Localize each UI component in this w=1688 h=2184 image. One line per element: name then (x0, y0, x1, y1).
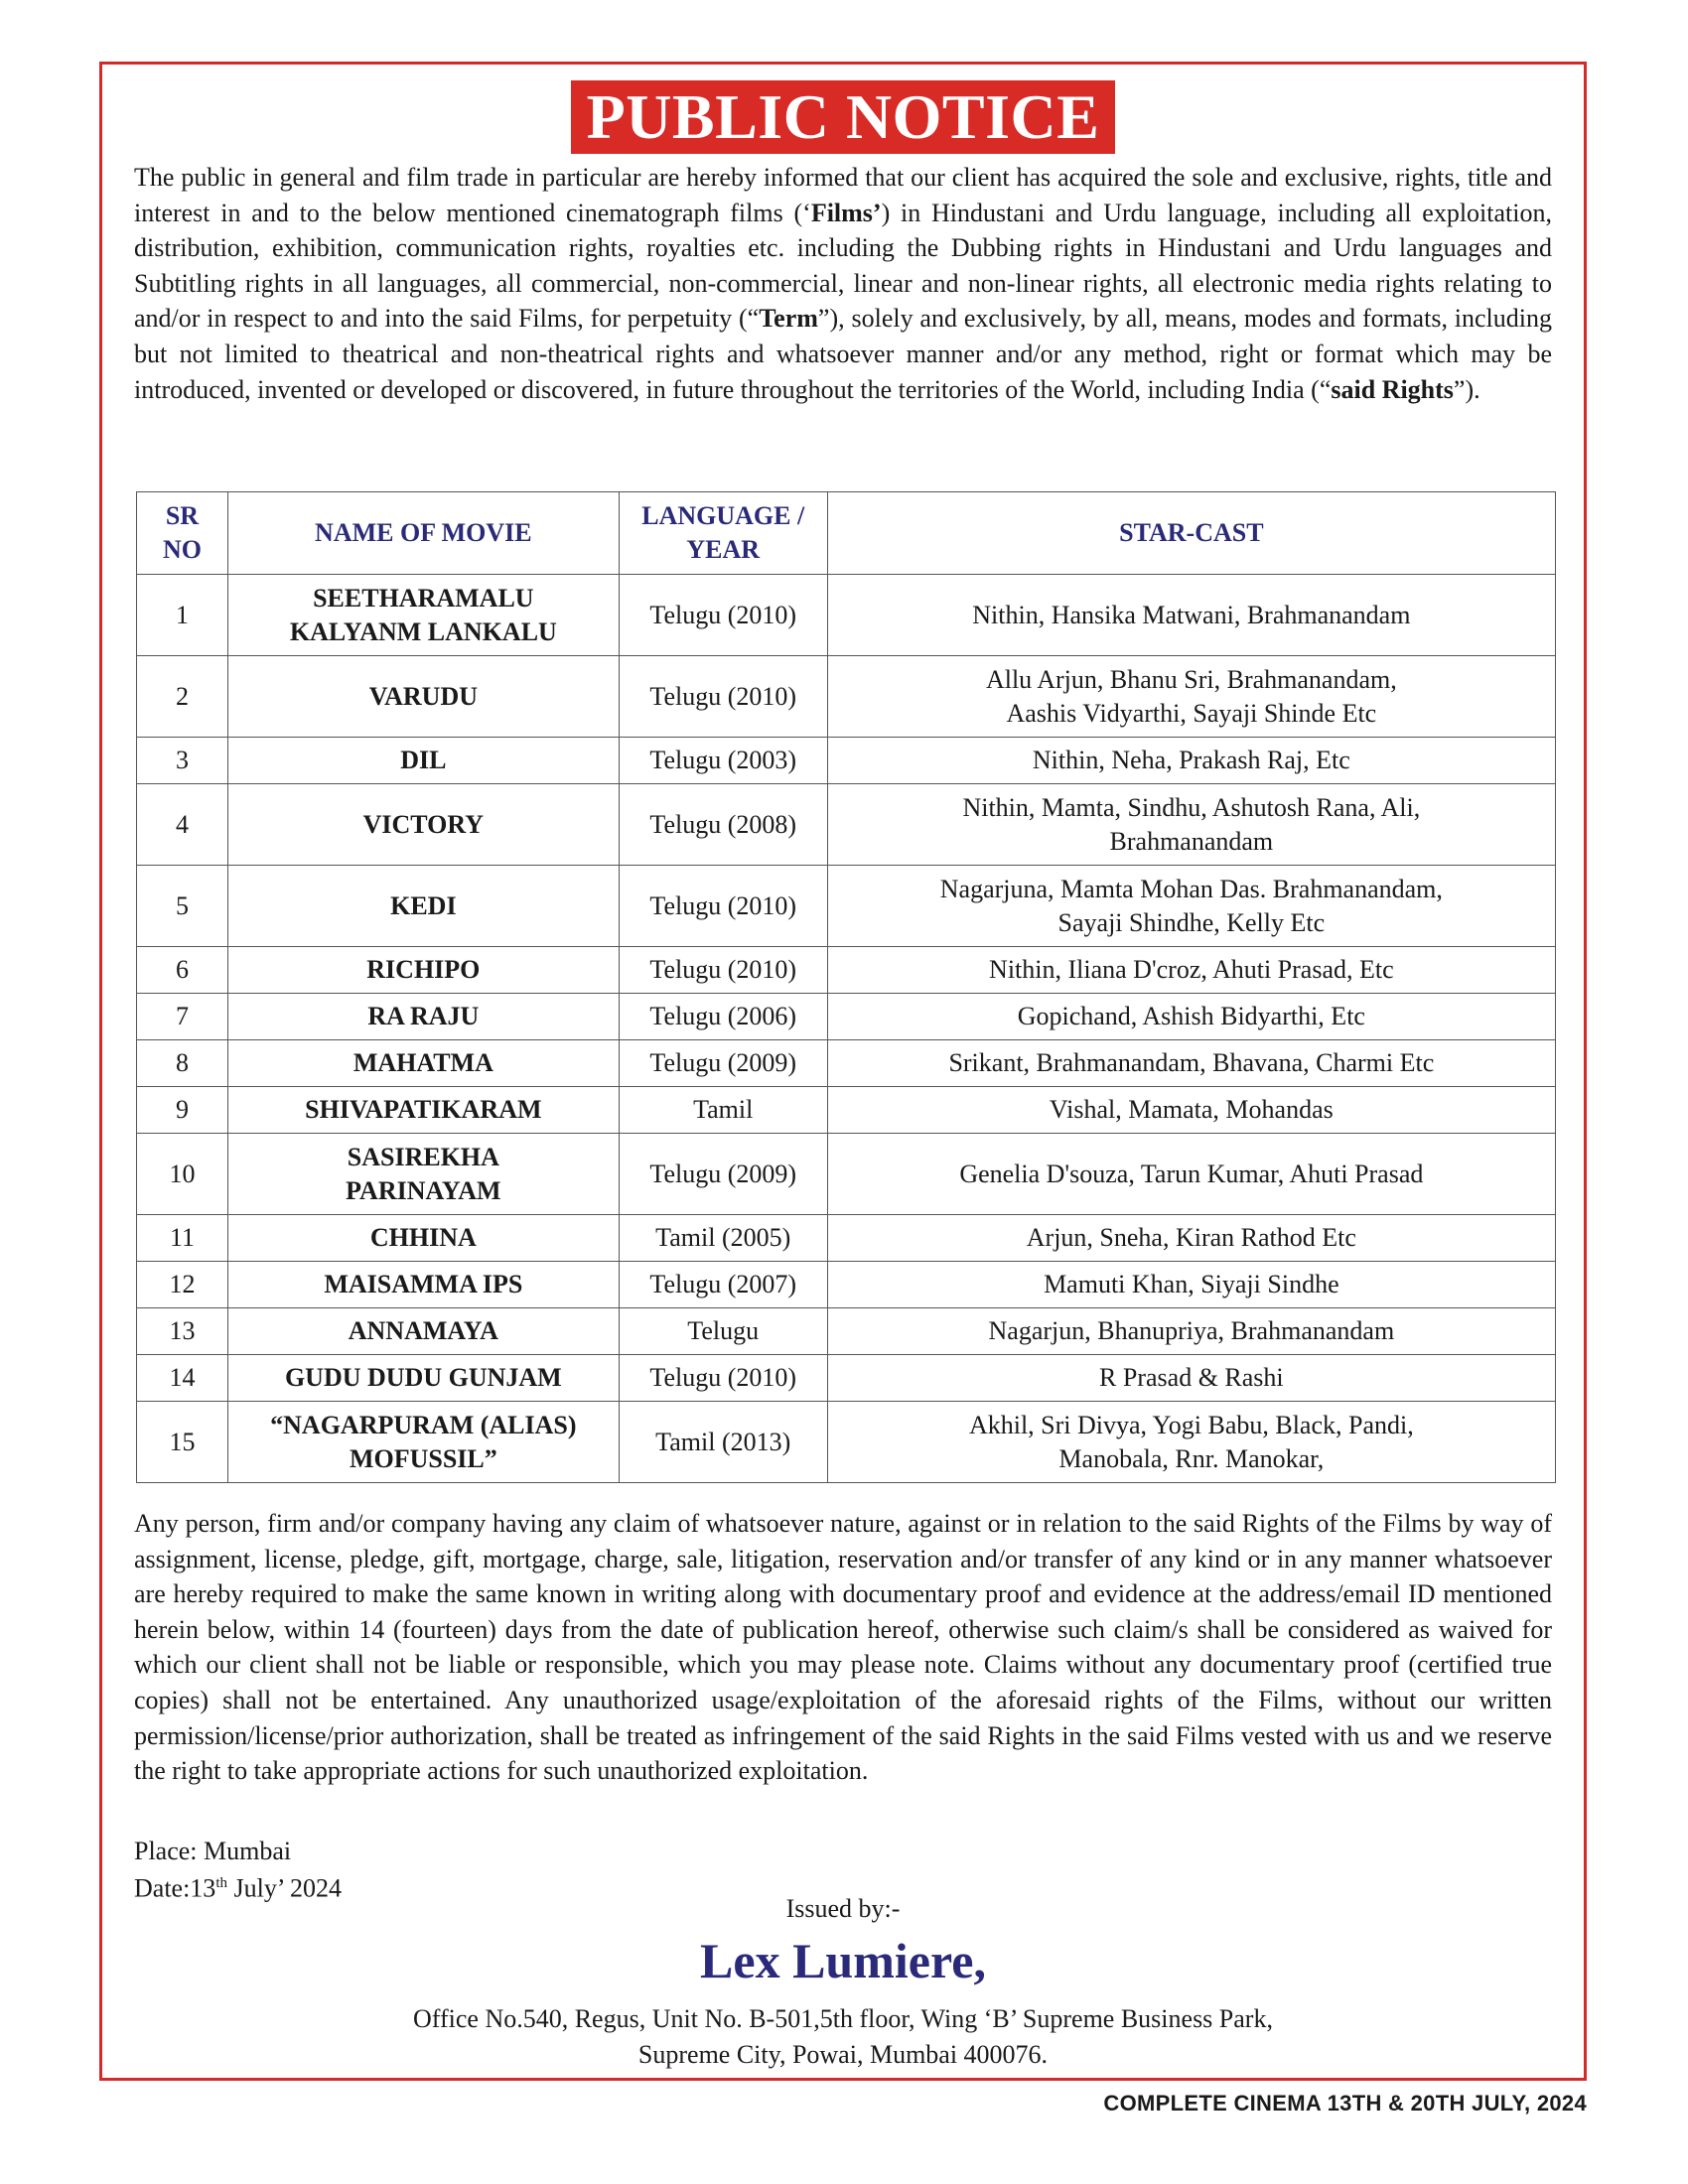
star-cast-line: Brahmanandam (1109, 826, 1274, 856)
movie-name-line: “NAGARPURAM (ALIAS) (270, 1410, 577, 1439)
star-cast-line: Genelia D'souza, Tarun Kumar, Ahuti Prasad (959, 1159, 1424, 1188)
notice-frame (99, 62, 1587, 2081)
cell-movie-name (227, 656, 619, 738)
star-cast-line: Sayaji Shindhe, Kelly Etc (1057, 907, 1326, 937)
movie-name-line: SHIVAPATIKARAM (305, 1095, 542, 1124)
intro-text: ”), solely and exclusively, by all, means, modes and formats, including but not limited to theatrical and non-theatrical rights and whatsoever manner and/or any method, right or format which may be introduced, invented or developed or discovered, in future throughout the territories of the World, including India (“ (134, 304, 1553, 404)
cell-star-cast (827, 784, 1555, 866)
cell-star-cast (827, 656, 1555, 738)
movie-name-line: KALYANM LANKALU (289, 616, 557, 646)
header-movie-name (227, 492, 619, 575)
table-row (137, 1355, 1556, 1402)
cell-language-year: Telugu (2010) (619, 575, 827, 656)
intro-text: ) in Hindustani and Urdu language, including all exploitation, distribution, exhibition, communication rights, royalties etc. including the Dubbing rights in Hindustani and Urdu languages and Subtitling rights in all languages, all commercial, non-commercial, linear and non-linear rights, all electronic media rights relating to and/or in respect to and into the said Films, for perpetuity (“ (134, 198, 1552, 334)
cell-movie-name (227, 1262, 619, 1308)
cell-sr-no: 7 (137, 994, 228, 1040)
movie-name-line: CHHINA (369, 1223, 477, 1252)
star-cast-line: Nagarjun, Bhanupriya, Brahmanandam (988, 1316, 1395, 1345)
movie-name-line: PARINAYAM (346, 1175, 501, 1205)
cell-star-cast (827, 1215, 1555, 1262)
issued-by-label: Issued by:- (785, 1894, 901, 1923)
star-cast-line: Nithin, Mamta, Sindhu, Ashutosh Rana, Ali, (962, 792, 1421, 822)
cell-star-cast (827, 1134, 1555, 1215)
cell-movie-name (227, 1040, 619, 1087)
star-cast-line: Allu Arjun, Bhanu Sri, Brahmanandam, (985, 664, 1397, 694)
cell-language-year: Telugu (2009) (619, 1040, 827, 1087)
star-cast-line: R Prasad & Rashi (1099, 1363, 1284, 1392)
star-cast-line: Nithin, Iliana D'croz, Ahuti Prasad, Etc (989, 955, 1394, 984)
movie-name-line: GUDU DUDU GUNJAM (284, 1363, 562, 1392)
table-row (137, 656, 1556, 738)
cell-language-year: Tamil (619, 1087, 827, 1134)
movie-name-line: VARUDU (368, 681, 478, 711)
movie-name-line: MAHATMA (352, 1048, 493, 1077)
star-cast-line: Nithin, Neha, Prakash Raj, Etc (1032, 746, 1350, 774)
cell-movie-name (227, 1215, 619, 1262)
issuer-address-line-1: Office No.540, Regus, Unit No. B-501,5th floor, Wing ‘B’ Supreme Business Park, (413, 2004, 1273, 2033)
star-cast-line: Arjun, Sneha, Kiran Rathod Etc (1026, 1223, 1356, 1252)
cell-movie-name (227, 1087, 619, 1134)
movie-name-line: RA RAJU (367, 1002, 480, 1030)
intro-text: ”). (1453, 374, 1480, 404)
cell-star-cast (827, 738, 1555, 784)
table-row (137, 1308, 1556, 1355)
place-line: Place: Mumbai (134, 1837, 292, 1865)
intro-defined-term: Films’ (810, 198, 882, 227)
header-star-cast (827, 492, 1555, 575)
cell-language-year: Telugu (2007) (619, 1262, 827, 1308)
header-language-year (619, 492, 827, 575)
cell-movie-name (227, 1308, 619, 1355)
cell-movie-name (227, 866, 619, 947)
movie-name-line: KEDI (390, 890, 457, 920)
table-row (137, 1087, 1556, 1134)
cell-star-cast (827, 1087, 1555, 1134)
table-row (137, 1402, 1556, 1483)
star-cast-line: Aashis Vidyarthi, Sayaji Shinde Etc (1006, 698, 1377, 728)
cell-language-year: Telugu (2010) (619, 866, 827, 947)
cell-language-year: Telugu (2006) (619, 994, 827, 1040)
star-cast-line: Manobala, Rnr. Manokar, (1058, 1443, 1325, 1473)
movie-name-line: SEETHARAMALU (313, 583, 534, 613)
cell-language-year: Telugu (2009) (619, 1134, 827, 1215)
movie-name-line: MOFUSSIL” (349, 1443, 497, 1473)
cell-sr-no: 2 (137, 656, 228, 738)
cell-sr-no: 1 (137, 575, 228, 656)
cell-language-year: Telugu (2010) (619, 656, 827, 738)
movie-name-line: ANNAMAYA (348, 1316, 498, 1345)
movie-name-line: MAISAMMA IPS (324, 1270, 523, 1298)
cell-star-cast (827, 1355, 1555, 1402)
star-cast-line: Mamuti Khan, Siyaji Sindhe (1044, 1270, 1339, 1298)
cell-sr-no: 14 (137, 1355, 228, 1402)
films-table (136, 491, 1556, 1483)
cell-movie-name (227, 575, 619, 656)
cell-sr-no: 5 (137, 866, 228, 947)
cell-movie-name (227, 1355, 619, 1402)
cell-movie-name (227, 1134, 619, 1215)
intro-defined-term: said Rights (1331, 374, 1454, 404)
star-cast-line: Nagarjuna, Mamta Mohan Das. Brahmanandam, (939, 874, 1443, 903)
cell-sr-no: 9 (137, 1087, 228, 1134)
star-cast-line: Akhil, Sri Divya, Yogi Babu, Black, Pandi, (968, 1410, 1414, 1439)
cell-sr-no: 13 (137, 1308, 228, 1355)
header-language-year-line: YEAR (686, 535, 761, 564)
cell-star-cast (827, 947, 1555, 994)
cell-language-year: Telugu (2010) (619, 1355, 827, 1402)
table-row (137, 1134, 1556, 1215)
cell-star-cast (827, 866, 1555, 947)
star-cast-line: Nithin, Hansika Matwani, Brahmanandam (972, 600, 1411, 629)
issuer-name: Lex Lumiere, (700, 1933, 986, 1988)
header-language-year-line: LANGUAGE / (641, 501, 805, 530)
table-body (137, 575, 1556, 1483)
table-row (137, 994, 1556, 1040)
header-movie-name-line: NAME OF MOVIE (315, 518, 532, 547)
cell-language-year: Tamil (2013) (619, 1402, 827, 1483)
cell-movie-name (227, 994, 619, 1040)
issuer-address-line-2: Supreme City, Powai, Mumbai 400076. (637, 2040, 1049, 2069)
header-star-cast-line: STAR-CAST (1119, 518, 1264, 547)
movie-name-line: SASIREKHA (347, 1142, 499, 1171)
intro-paragraph (134, 160, 1552, 407)
cell-sr-no: 4 (137, 784, 228, 866)
cell-language-year: Tamil (2005) (619, 1215, 827, 1262)
cell-movie-name (227, 947, 619, 994)
movie-name-line: VICTORY (362, 809, 485, 839)
cell-star-cast (827, 1262, 1555, 1308)
cell-language-year: Telugu (619, 1308, 827, 1355)
cell-star-cast (827, 994, 1555, 1040)
cell-sr-no: 11 (137, 1215, 228, 1262)
cell-star-cast (827, 1040, 1555, 1087)
cell-language-year: Telugu (2003) (619, 738, 827, 784)
table-header-row (137, 492, 1556, 575)
claims-paragraph: Any person, firm and/or company having any claim of whatsoever nature, against or in relation to the said Rights of the Films by way of assignment, license, pledge, gift, mortgage, charge, sale, litigation, reservation and/or transfer of any kind or in any manner whatsoever are hereby required to make the same known in writing along with documentary proof and evidence at the address/email ID mentioned herein below, within 14 (fourteen) days from the date of publication hereof, otherwise such claim/s shall be considered as waived for which our client shall not be liable or responsible, which you may please note. Claims without any documentary proof (certified true copies) shall not be entertained. Any unauthorized usage/exploitation of the aforesaid rights of the Films, without our written permission/license/prior authorization, shall be treated as infringement of the said Rights in the said Films vested with us and we reserve the right to take appropriate actions for such unauthorized exploitation. (134, 1509, 1552, 1786)
cell-sr-no: 12 (137, 1262, 228, 1308)
table-row (137, 947, 1556, 994)
movie-name-line: RICHIPO (366, 955, 481, 984)
cell-movie-name (227, 1402, 619, 1483)
header-sr-no-line: SR (165, 501, 200, 530)
cell-language-year: Telugu (2008) (619, 784, 827, 866)
header-sr-no-line: NO (162, 535, 202, 564)
cell-star-cast (827, 1402, 1555, 1483)
cell-sr-no: 10 (137, 1134, 228, 1215)
movie-name-line: DIL (400, 746, 447, 774)
intro-defined-term: Term (759, 304, 818, 334)
cell-sr-no: 15 (137, 1402, 228, 1483)
table-row (137, 1215, 1556, 1262)
cell-star-cast (827, 1308, 1555, 1355)
table-row (137, 866, 1556, 947)
star-cast-line: Gopichand, Ashish Bidyarthi, Etc (1017, 1002, 1365, 1030)
cell-star-cast (827, 575, 1555, 656)
cell-language-year: Telugu (2010) (619, 947, 827, 994)
header-sr-no (137, 492, 228, 575)
intro-text: The public in general and film trade in particular are hereby informed that our client has acquired the sole and exclusive, rights, title and interest in and to the below mentioned cinematograph films (‘ (134, 163, 1552, 227)
date-line: Date:13th July’ 2024 (134, 1873, 343, 1903)
star-cast-line: Srikant, Brahmanandam, Bhavana, Charmi Etc (948, 1048, 1435, 1077)
star-cast-line: Vishal, Mamata, Mohandas (1049, 1095, 1334, 1124)
table-row (137, 575, 1556, 656)
table-row (137, 1262, 1556, 1308)
table-row (137, 738, 1556, 784)
cell-sr-no: 8 (137, 1040, 228, 1087)
cell-movie-name (227, 784, 619, 866)
notice-title: PUBLIC NOTICE (571, 80, 1116, 154)
table-row (137, 784, 1556, 866)
table-row (137, 1040, 1556, 1087)
publication-footer: COMPLETE CINEMA 13TH & 20TH JULY, 2024 (1103, 2091, 1587, 2116)
cell-sr-no: 3 (137, 738, 228, 784)
cell-movie-name (227, 738, 619, 784)
cell-sr-no: 6 (137, 947, 228, 994)
